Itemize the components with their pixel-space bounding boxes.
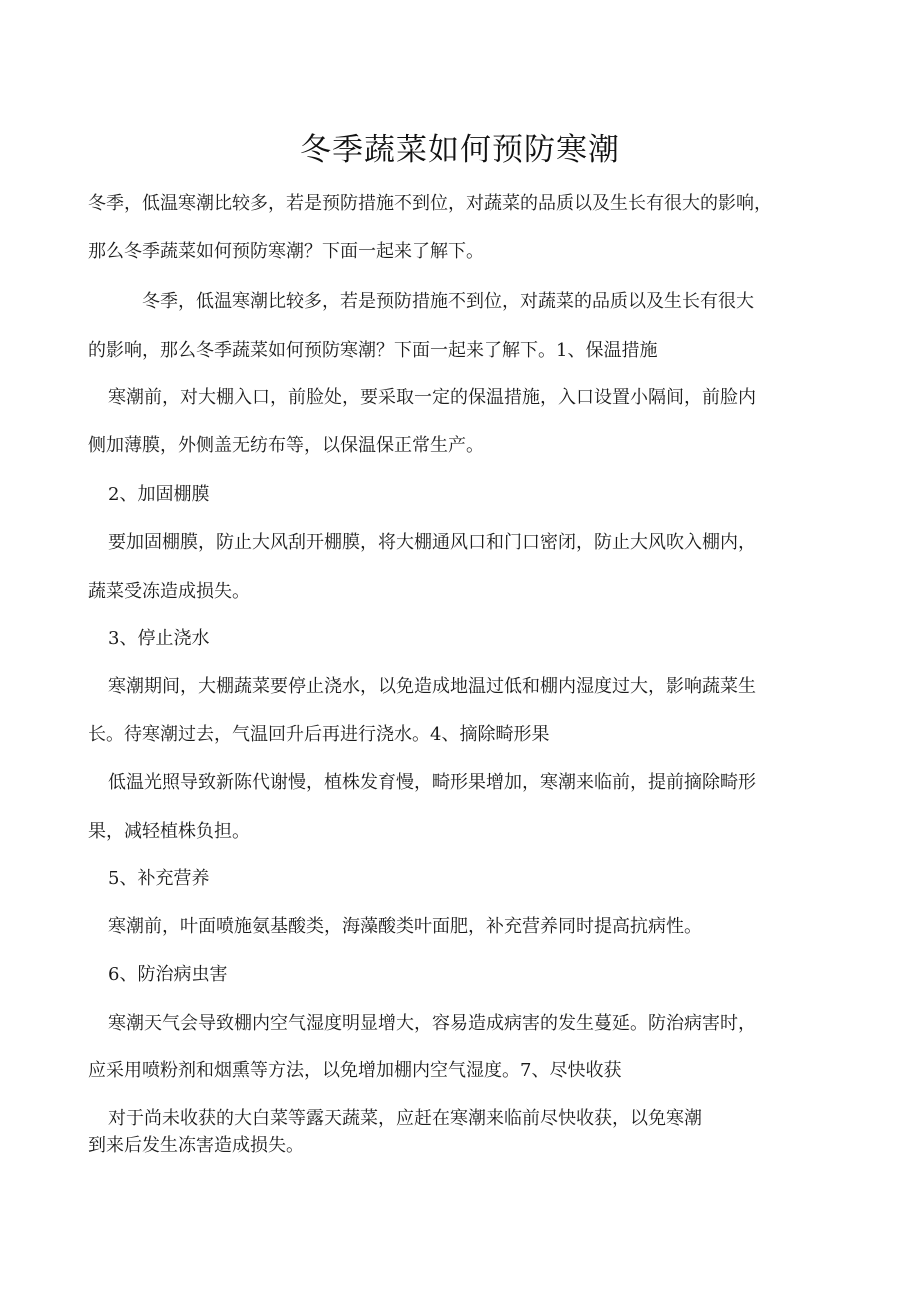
paragraph-line: 那么冬季蔬菜如何预防寒潮？下面一起来了解下。 (88, 241, 484, 262)
section-heading: 5、补充营养 (108, 868, 210, 889)
section-heading: 6、防治病虫害 (108, 964, 228, 985)
paragraph-line: 冬季，低温寒潮比较多，若是预防措施不到位，对蔬菜的品质以及生长有很大 (142, 291, 754, 312)
paragraph-line: 果，减轻植株负担。 (88, 821, 250, 842)
paragraph-line: 到来后发生冻害造成损失。 (88, 1135, 304, 1156)
paragraph-line: 蔬菜受冻造成损失。 (88, 581, 250, 602)
paragraph-line: 对于尚未收获的大白菜等露天蔬菜，应赶在寒潮来临前尽快收获，以免寒潮 (108, 1108, 702, 1129)
paragraph-line: 寒潮期间，大棚蔬菜要停止浇水，以免造成地温过低和棚内湿度过大，影响蔬菜生 (108, 676, 756, 697)
paragraph-line: 寒潮前，对大棚入口，前脸处，要采取一定的保温措施，入口设置小隔间，前脸内 (108, 387, 756, 408)
section-heading: 3、停止浇水 (108, 628, 210, 649)
paragraph-line: 低温光照导致新陈代谢慢，植株发育慢，畸形果增加，寒潮来临前，提前摘除畸形 (108, 772, 756, 793)
paragraph-line: 长。待寒潮过去，气温回升后再进行浇水。4、摘除畸形果 (88, 724, 550, 745)
section-heading: 2、加固棚膜 (108, 484, 210, 505)
paragraph-line: 冬季，低温寒潮比较多，若是预防措施不到位，对蔬菜的品质以及生长有很大的影响， (88, 193, 772, 214)
paragraph-line: 的影响，那么冬季蔬菜如何预防寒潮？下面一起来了解下。1、保温措施 (88, 340, 658, 361)
paragraph-line: 应采用喷粉剂和烟熏等方法，以免增加棚内空气湿度。7、尽快收获 (88, 1060, 622, 1081)
paragraph-line: 寒潮前，叶面喷施氨基酸类，海藻酸类叶面肥，补充营养同时提高抗病性。 (108, 916, 702, 937)
paragraph-line: 寒潮天气会导致棚内空气湿度明显增大，容易造成病害的发生蔓延。防治病害时， (108, 1013, 756, 1034)
paragraph-line: 要加固棚膜，防止大风刮开棚膜，将大棚通风口和门口密闭，防止大风吹入棚内， (108, 532, 756, 553)
document-title: 冬季蔬菜如何预防寒潮 (300, 132, 620, 168)
paragraph-line: 侧加薄膜，外侧盖无纺布等，以保温保正常生产。 (88, 435, 484, 456)
